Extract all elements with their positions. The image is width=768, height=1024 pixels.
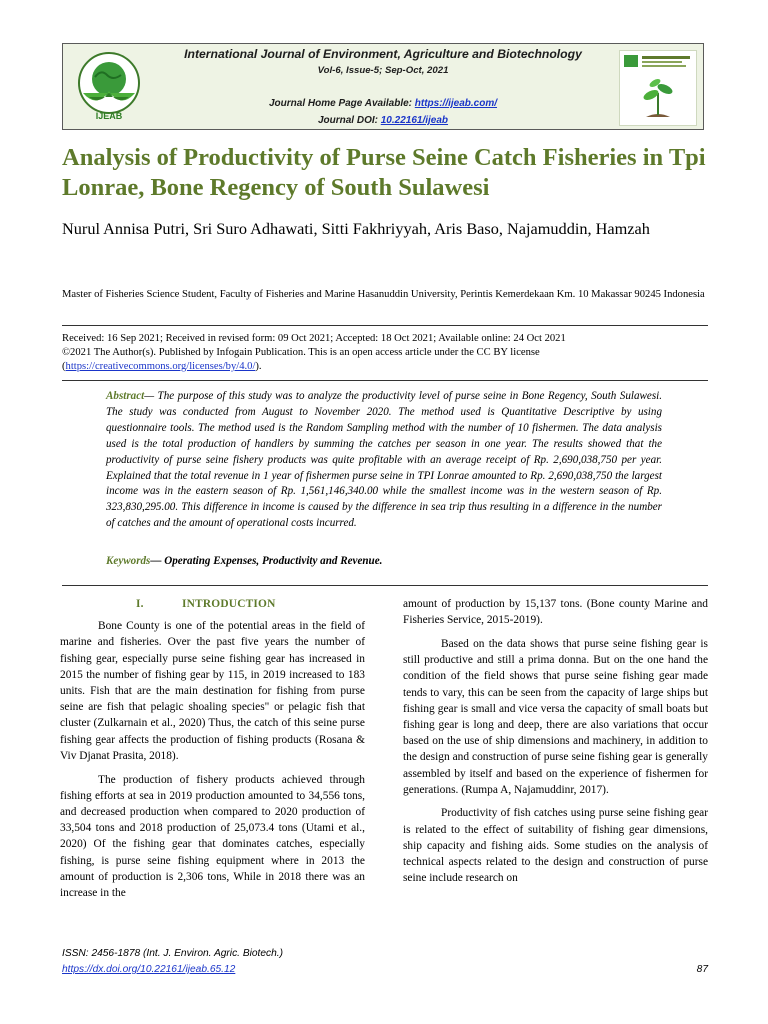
copyright-notice: ©2021 The Author(s). Published by Infogain Publication. This is an open access article under the CC BY license <box>62 347 540 358</box>
paragraph: Based on the data shows that purse seine fishing gear is still productive and still a prima donna. But on the one hand the condition of the field shows that purse seine fishing gear made tends to vary, this can be seen from the capacity of large ships but fishing gear is small and vice versa the capacity of small boats but fishing gear is long and deep, there are also variations that occur based on the use of ship dimensions and machinery, in addition to the design and construction of purse seine fishing gear is generally assembled by itself and based on the experience of fishermen for generations. (Rumpa A, Najamuddinr, 2017). <box>403 637 708 796</box>
section-number: I. <box>136 598 144 610</box>
keywords-label: Keywords <box>106 555 151 567</box>
author-list: Nurul Annisa Putri, Sri Suro Adhawati, Sitti Fakhriyyah, Aris Baso, Najamuddin, Hamzah <box>62 219 650 238</box>
divider <box>62 325 708 326</box>
home-page-label: Journal Home Page Available: <box>268 98 415 109</box>
journal-home-page <box>159 98 607 109</box>
journal-doi-link[interactable]: 10.22161/ijeab <box>380 115 449 126</box>
abstract-text: The purpose of this study was to analyze the productivity level of purse seine in Bone Regency, South Sulawesi. The study was conducted from August to November 2020. The method used is Quantitative Descriptive by using questionnaire tools. The method used is the Random Sampling method with the number of 10 fishermen. The data analysis used is the total production of handlers by summing the catches per season in one year. The results showed that the productivity of purse seine fishery products was quite profitable with an average receipt of Rp. 2,690,038,750 per year. Explained that the total revenue in 1 year of fishermen purse seine in TPI Lonrae amounted to Rp. 2,690,038,750 the largest income was in the eastern season of Rp. 1,561,146,340.00 while the smallest income was in the western season of Rp. 323,830,295.00. This difference in income is caused by the difference in sea trip thus resulting in a difference in the number of catches and the amount of operational costs incurred. <box>106 390 663 530</box>
license-close-paren: ). <box>255 361 262 372</box>
keywords-dash: — <box>150 555 165 567</box>
page-number: 87 <box>696 964 708 975</box>
received-dates: Received: 16 Sep 2021; Received in revised form: 09 Oct 2021; Accepted: 18 Oct 2021; Available online: 24 Oct 2021 <box>62 333 566 344</box>
affiliation: Master of Fisheries Science Student, Faculty of Fisheries and Marine Hasanuddin University, Perintis Kemerdekaan Km. 10 Makassar 90245 Indonesia <box>62 289 705 300</box>
journal-cover-thumbnail-icon <box>619 50 697 126</box>
abstract <box>106 389 662 532</box>
home-page-link[interactable]: https://ijeab.com/ <box>414 98 498 109</box>
paragraph: Bone County is one of the potential areas in the field of marine and fisheries. Over the past five years the number of fishing gear, especially purse seine fishing gear has increased in 2015 the number of fishing gear by 115, in 2019 increased to 183 units. Fish that are the main destination for fishing from purse seine are fish that pelagic shoaling species" or pelagic fish that cluster (Zulkarnain et al., 2020) Thus, the catch of this seine purse fishing gear affects the production of fishing products (Rosana & Viv Djanat Prasita, 2018). <box>60 620 365 762</box>
section-title: INTRODUCTION <box>182 598 276 610</box>
keywords-text: Operating Expenses, Productivity and Revenue. <box>164 555 383 567</box>
doi-label: Journal DOI: <box>317 115 381 126</box>
article-doi-link[interactable]: https://dx.doi.org/10.22161/ijeab.65.12 <box>62 964 236 975</box>
paragraph: The production of fishery products achieved through fishing efforts at sea in 2019 production amounted to 34,556 tons, and decreased production when compared to 2020 production of 33,504 tons and 2018 production of 25,073.4 tons (Utami et al., 2020) Of the fishing gear that dominates catches, especially fishing, is purse seine fishing equipment where in 2013 the amount of production is 2,306 tons, While in 2018 there was an increase in the <box>60 773 365 899</box>
abstract-dash: — <box>144 390 158 402</box>
divider <box>62 380 708 381</box>
body-column-right <box>403 596 708 894</box>
article-history <box>62 332 712 374</box>
paper-title: Analysis of Productivity of Purse Seine Catch Fisheries in Tpi Lonrae, Bone Regency of South Sulawesi <box>62 144 706 201</box>
paragraph: amount of production by 15,137 tons. (Bone county Marine and Fisheries Service, 2015-2019). <box>403 598 708 627</box>
journal-info <box>159 44 607 129</box>
license-link[interactable]: https://creativecommons.org/licenses/by/4.0/ <box>65 361 256 372</box>
journal-logo-icon <box>69 47 149 127</box>
abstract-label: Abstract <box>106 390 145 402</box>
body-column-left <box>60 596 365 909</box>
license-line <box>62 360 712 374</box>
section-heading-introduction <box>60 596 365 612</box>
journal-title: International Journal of Environment, Agriculture and Biotechnology <box>184 47 582 61</box>
keywords <box>106 555 662 567</box>
journal-volume-issue: Vol-6, Issue-5; Sep-Oct, 2021 <box>317 65 449 76</box>
journal-header <box>62 43 704 130</box>
svg-text:IJEAB: IJEAB <box>95 111 123 121</box>
divider <box>62 585 708 586</box>
issn: ISSN: 2456-1878 (Int. J. Environ. Agric. Biotech.) <box>62 948 284 959</box>
paragraph: Productivity of fish catches using purse seine fishing gear is related to the effect of suitability of fishing gear dimensions, ship capacity and fishing aids. Some studies on the analysis of technical aspects related to the design and construction of purse seine include research on <box>403 807 708 885</box>
license-open-paren: ( <box>62 361 66 372</box>
page-footer <box>62 946 708 978</box>
journal-doi <box>159 115 607 126</box>
